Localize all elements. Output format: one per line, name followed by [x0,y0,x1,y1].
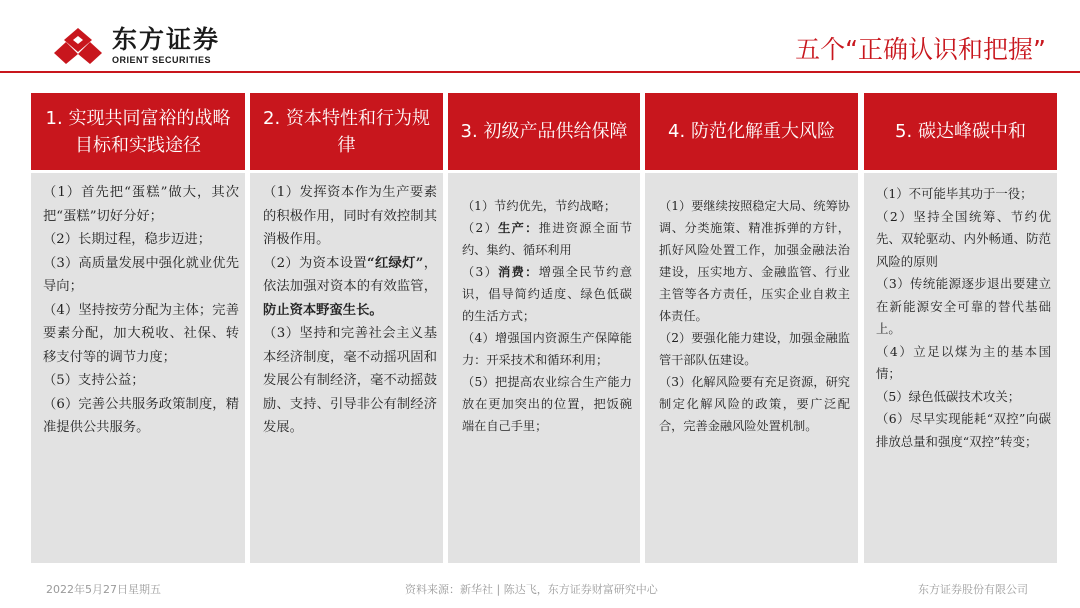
column-common-prosperity [31,93,245,563]
column-heading: 4. 防范化解重大风险 [645,93,858,170]
list-item [263,252,437,323]
list-item: （4）增强国内资源生产保障能力：开采技术和循环利用； [462,331,632,367]
column-body [31,173,245,563]
list-item [462,261,632,327]
footer-source: 资料来源：新华社 | 陈达飞，东方证券财富研究中心 [405,583,658,596]
logo-chinese-name: 东方证券 [112,25,221,54]
company-logo [52,26,220,66]
item-text: 推进资源全面节约、集约、循环利用 [462,221,633,257]
list-item: （5）把提高农业综合生产能力放在更加突出的位置，把饭碗端在自己手里； [462,375,632,433]
item-emphasis: 消费： [498,265,539,279]
list-item: （3）化解风险要有充足资源，研究制定化解风险的政策，要广泛配合，完善金融风险处置机制。 [659,375,850,433]
list-item: （2）长期过程，稳步迈进； [43,232,212,247]
column-body [645,173,858,563]
list-item: （5）支持公益； [43,373,145,388]
column-primary-products [448,93,640,563]
list-item: （3）坚持和完善社会主义基本经济制度，毫不动摇巩固和发展公有制经济，毫不动摇鼓励、支持、引导非公有制经济发展。 [263,326,437,435]
column-heading: 3. 初级产品供给保障 [448,93,640,170]
logo-english-name: ORIENT SECURITIES [112,55,212,65]
list-item: （5）绿色低碳技术攻关； [876,388,1021,404]
column-carbon-neutrality [864,93,1057,563]
list-item: （1）发挥资本作为生产要素的积极作用，同时有效控制其消极作用。 [263,185,437,247]
footer-company: 东方证券股份有限公司 [918,583,1028,596]
list-item: （1）节约优先，节约战略； [462,199,617,213]
list-item: （4）立足以煤为主的基本国情； [876,343,1051,381]
page-title: 五个“正确认识和把握” [795,35,1046,64]
list-item: （4）坚持按劳分配为主体；完善要素分配，加大税收、社保、转移支付等的调节力度； [43,302,239,365]
item-text: （3） [462,265,499,279]
list-item: （3）高质量发展中强化就业优先导向； [43,255,239,294]
column-financial-risk [645,93,858,563]
item-text: ，依法加强对资本的有效监管， [263,255,438,294]
column-body [864,173,1057,563]
item-emphasis: 生产： [498,221,539,235]
footer-date: 2022年5月27日星期五 [46,583,161,596]
item-text: 增强全民节约意识，倡导简约适度、绿色低碳的生活方式； [462,265,633,323]
list-item: （6）尽早实现能耗“双控”向碳排放总量和强度“双控”转变； [876,411,1051,449]
item-text: （2）为资本设置 [263,255,367,271]
column-heading: 5. 碳达峰碳中和 [864,93,1057,170]
list-item: （1）不可能毕其功于一役； [876,186,1033,201]
column-capital [250,93,443,563]
list-item: （1）首先把“蛋糕”做大，其次把“蛋糕”切好分好； [43,185,239,224]
item-emphasis: 防止资本野蛮生长。 [263,302,383,318]
column-heading: 1. 实现共同富裕的战略目标和实践途径 [31,93,245,170]
list-item: （6）完善公共服务政策制度，精准提供公共服务。 [43,396,239,435]
orient-logo-icon [52,26,104,66]
list-item: （1）要继续按照稳定大局、统筹协调、分类施策、精准拆弹的方针，抓好风险处置工作，加强金融法治建设，压实地方、金融监管、行业主管等各方责任，压实企业自救主体责任。 [659,199,850,323]
column-body [250,173,443,563]
item-emphasis: “红绿灯” [366,255,424,271]
column-body [448,173,640,563]
column-heading: 2. 资本特性和行为规律 [250,93,443,170]
list-item [462,217,632,261]
list-item: （3）传统能源逐步退出要建立在新能源安全可靠的替代基础上。 [876,276,1051,336]
title-divider [0,71,1080,73]
list-item: （2）坚持全国统筹、节约优先、双轮驱动、内外畅通、防范风险的原则 [876,208,1051,269]
item-text: （2） [462,221,499,235]
columns-container [31,93,1057,563]
list-item: （2）要强化能力建设，加强金融监管干部队伍建设。 [659,331,850,367]
